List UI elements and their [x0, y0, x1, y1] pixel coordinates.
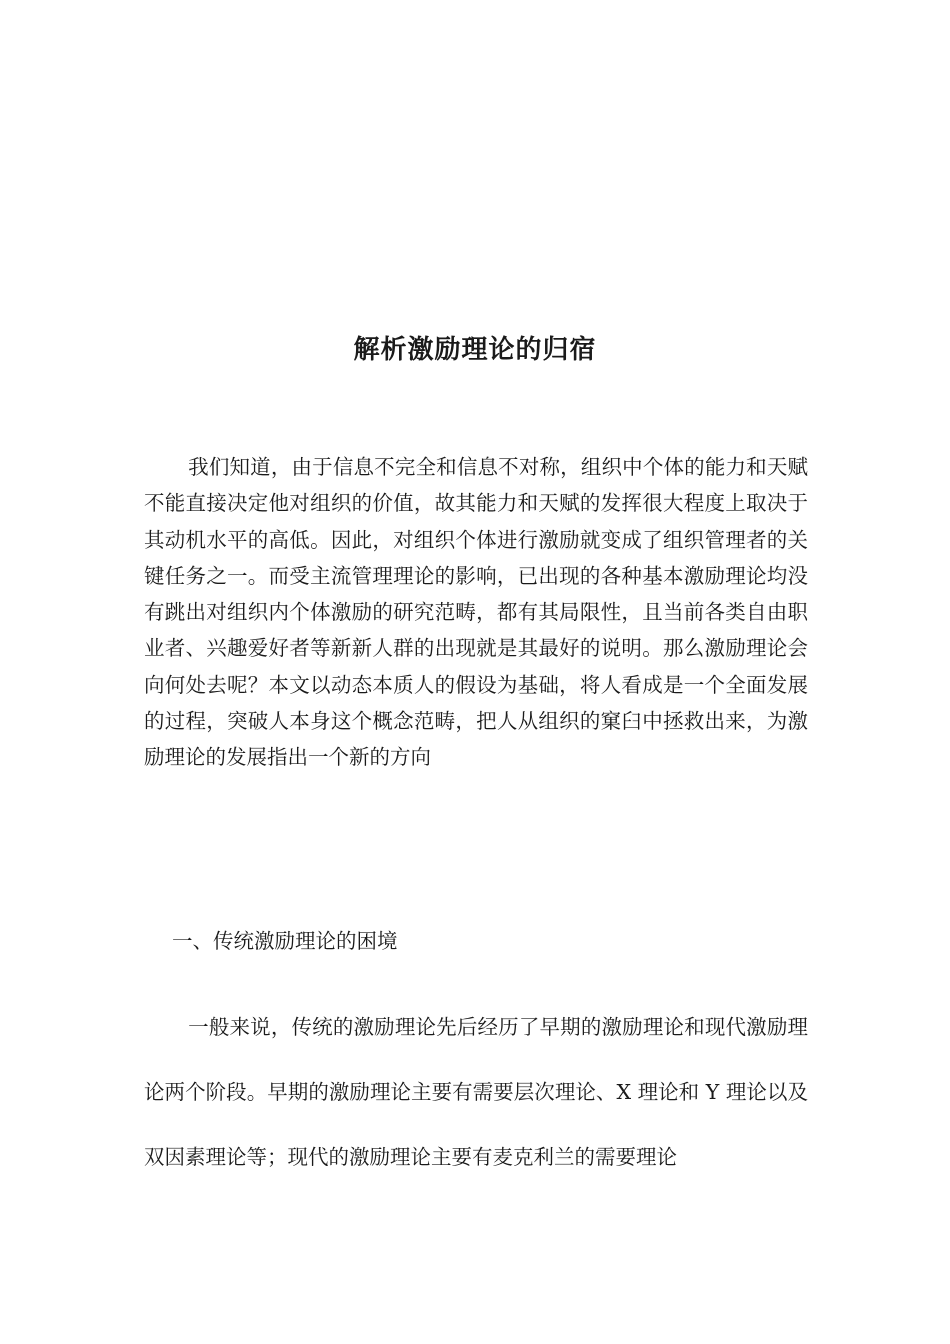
section-heading: 一、传统激励理论的困境: [172, 929, 398, 953]
abstract-text: 我们知道，由于信息不完全和信息不对称，组织中个体的能力和天赋不能直接决定他对组织的价值，故其能力和天赋的发挥很大程度上取决于其动机水平的高低。因此，对组织个体进行激励就变成了组织管理者的关键任务之一。而受主流管理理论的影响，已出现的各种基本激励理论均没有跳出对组织内个体激励的研究范畴，都有其局限性，且当前各类自由职业者、兴趣爱好者等新新人群的出现就是其最好的说明。那么激励理论会向何处去呢？本文以动态本质人的假设为基础，将人看成是一个全面发展的过程，突破人本身这个概念范畴，把人从组织的窠臼中拯救出来，为激励理论的发展指出一个新的方向: [144, 455, 808, 770]
section-body-text: 一般来说，传统的激励理论先后经历了早期的激励理论和现代激励理论两个阶段。早期的激励理论主要有需要层次理论、X 理论和 Y 理论以及双因素理论等；现代的激励理论主要有麦克利兰的需要理论: [144, 1015, 808, 1169]
section-body-paragraph: [144, 995, 808, 1190]
abstract-paragraph: [144, 449, 808, 776]
document-title: 解析激励理论的归宿: [353, 335, 597, 365]
